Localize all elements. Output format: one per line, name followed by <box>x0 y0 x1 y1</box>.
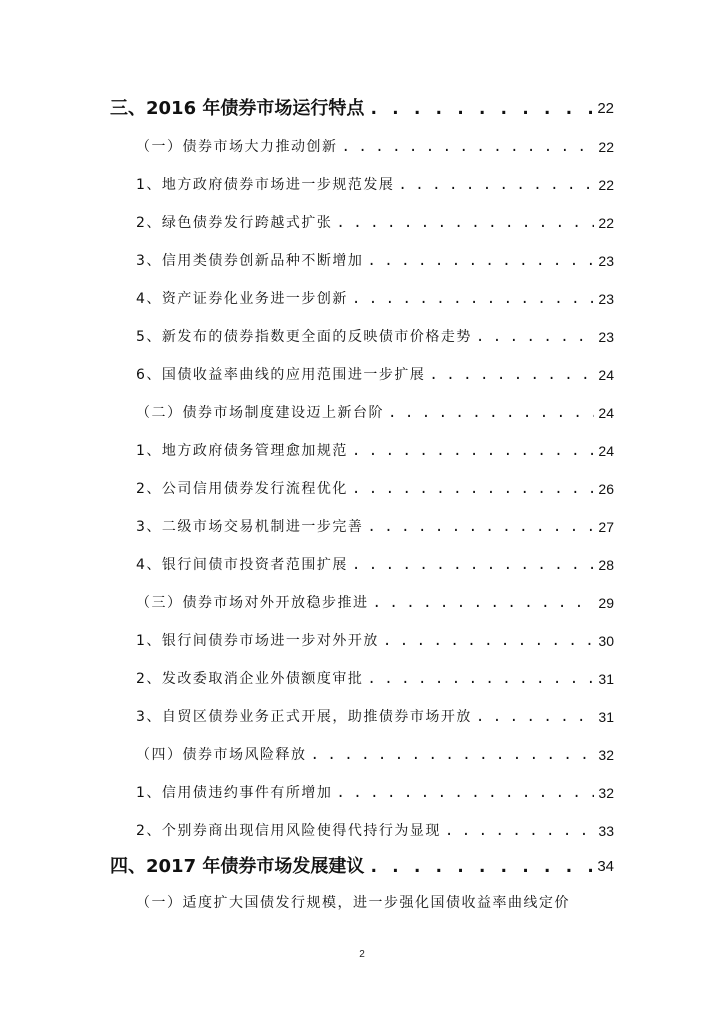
toc-dot-leader <box>368 98 593 120</box>
toc-entry-title: （四）债券市场风险释放 <box>136 747 307 763</box>
toc-entry-3-1-4[interactable] <box>136 284 614 310</box>
toc-entry-3-3-2[interactable] <box>136 664 614 690</box>
toc-entry-3-3[interactable] <box>136 588 614 614</box>
toc-dot-leader <box>368 856 593 878</box>
toc-dot-leader <box>336 212 594 234</box>
toc-entry-3-1-3[interactable] <box>136 246 614 272</box>
toc-entry-page: 33 <box>598 823 614 839</box>
toc-entry-title: 2、公司信用债券发行流程优化 <box>136 481 348 497</box>
toc-entry-page: 22 <box>598 139 614 155</box>
toc-dot-leader <box>367 516 594 538</box>
toc-entry-page: 31 <box>598 671 614 687</box>
toc-entry-3-4[interactable] <box>136 740 614 766</box>
toc-dot-leader <box>352 288 595 310</box>
toc-dot-leader <box>445 820 595 842</box>
toc-dot-leader <box>311 744 595 766</box>
toc-dot-leader <box>367 250 594 272</box>
toc-entry-3-1-5[interactable] <box>136 322 614 348</box>
toc-entry-title: （三）债券市场对外开放稳步推进 <box>136 595 369 611</box>
toc-entry-3-2-2[interactable] <box>136 474 614 500</box>
toc-entry-3-2[interactable] <box>136 398 614 424</box>
toc-entry-page: 29 <box>598 595 614 611</box>
toc-entry-3-3-3[interactable] <box>136 702 614 728</box>
toc-entry-title: 4、银行间债市投资者范围扩展 <box>136 557 348 573</box>
toc-dot-leader <box>383 630 595 652</box>
toc-entry-page: 24 <box>598 405 614 421</box>
toc-entry-page: 32 <box>598 785 614 801</box>
toc-entry-title: 4、资产证券化业务进一步创新 <box>136 291 348 307</box>
toc-entry-3-1-2[interactable] <box>136 208 614 234</box>
toc-entry-title: 3、信用类债券创新品种不断增加 <box>136 253 364 269</box>
toc-dot-leader <box>342 136 595 158</box>
toc-entry-title: 2、绿色债券发行跨越式扩张 <box>136 215 333 231</box>
toc-entry-title: 1、银行间债券市场进一步对外开放 <box>136 633 379 649</box>
toc-entry-3-4-1[interactable] <box>136 778 614 804</box>
toc-entry-page: 34 <box>597 858 614 875</box>
toc-entry-title: 1、信用债违约事件有所增加 <box>136 785 333 801</box>
toc-entry-title: 1、地方政府债务管理愈加规范 <box>136 443 348 459</box>
toc-dot-leader <box>398 174 594 196</box>
toc-entry-page: 23 <box>598 291 614 307</box>
toc-entry-3-3-1[interactable] <box>136 626 614 652</box>
toc-entry-3-1-6[interactable] <box>136 360 614 386</box>
toc-entry-3-4-2[interactable] <box>136 816 614 842</box>
toc-entry-3-1[interactable] <box>136 132 614 158</box>
toc-dot-leader <box>352 478 595 500</box>
toc-dot-leader <box>476 326 595 348</box>
toc-entry-title: （一）适度扩大国债发行规模，进一步强化国债收益率曲线定价 <box>136 895 570 911</box>
toc-entry-title: 1、地方政府债券市场进一步规范发展 <box>136 177 395 193</box>
toc-dot-leader <box>352 440 595 462</box>
toc-entry-page: 26 <box>598 481 614 497</box>
toc-entry-section-4[interactable] <box>110 852 614 878</box>
toc-entry-title: 3、二级市场交易机制进一步完善 <box>136 519 364 535</box>
toc-entry-3-2-4[interactable] <box>136 550 614 576</box>
toc-entry-4-1[interactable] <box>136 888 614 914</box>
toc-entry-3-2-1[interactable] <box>136 436 614 462</box>
toc-entry-title: 5、新发布的债券指数更全面的反映债市价格走势 <box>136 329 472 345</box>
toc-entry-page: 22 <box>598 215 614 231</box>
toc-entry-page: 30 <box>598 633 614 649</box>
toc-dot-leader <box>476 706 595 728</box>
toc-dot-leader <box>373 592 595 614</box>
toc-entry-page: 31 <box>598 709 614 725</box>
toc-entry-title: 2、个别券商出现信用风险使得代持行为显现 <box>136 823 441 839</box>
toc-entry-page: 23 <box>598 329 614 345</box>
toc-entry-page: 27 <box>598 519 614 535</box>
toc-dot-leader <box>429 364 594 386</box>
toc-entry-title: 三、2016 年债券市场运行特点 <box>110 98 365 119</box>
toc-entry-page: 23 <box>598 253 614 269</box>
toc-entry-3-1-1[interactable] <box>136 170 614 196</box>
toc-entry-page: 32 <box>598 747 614 763</box>
toc-entry-page: 24 <box>598 367 614 383</box>
toc-dot-leader <box>367 668 594 690</box>
toc-entry-page: 24 <box>598 443 614 459</box>
toc-entry-title: 2、发改委取消企业外债额度审批 <box>136 671 364 687</box>
toc-dot-leader <box>336 782 594 804</box>
toc-entry-title: 3、自贸区债券业务正式开展，助推债券市场开放 <box>136 709 472 725</box>
toc-entry-title: （一）债券市场大力推动创新 <box>136 139 338 155</box>
toc-entry-title: （二）债券市场制度建设迈上新台阶 <box>136 405 384 421</box>
toc-entry-title: 6、国债收益率曲线的应用范围进一步扩展 <box>136 367 426 383</box>
page-number: 2 <box>359 949 365 960</box>
toc-entry-3-2-3[interactable] <box>136 512 614 538</box>
toc-entry-section-3[interactable] <box>110 94 614 120</box>
toc-dot-leader <box>388 402 594 424</box>
toc-entry-page: 28 <box>598 557 614 573</box>
toc-entry-page: 22 <box>598 177 614 193</box>
toc-entry-title: 四、2017 年债券市场发展建议 <box>110 856 365 877</box>
toc-dot-leader <box>352 554 595 576</box>
toc-entry-page: 22 <box>597 100 614 117</box>
